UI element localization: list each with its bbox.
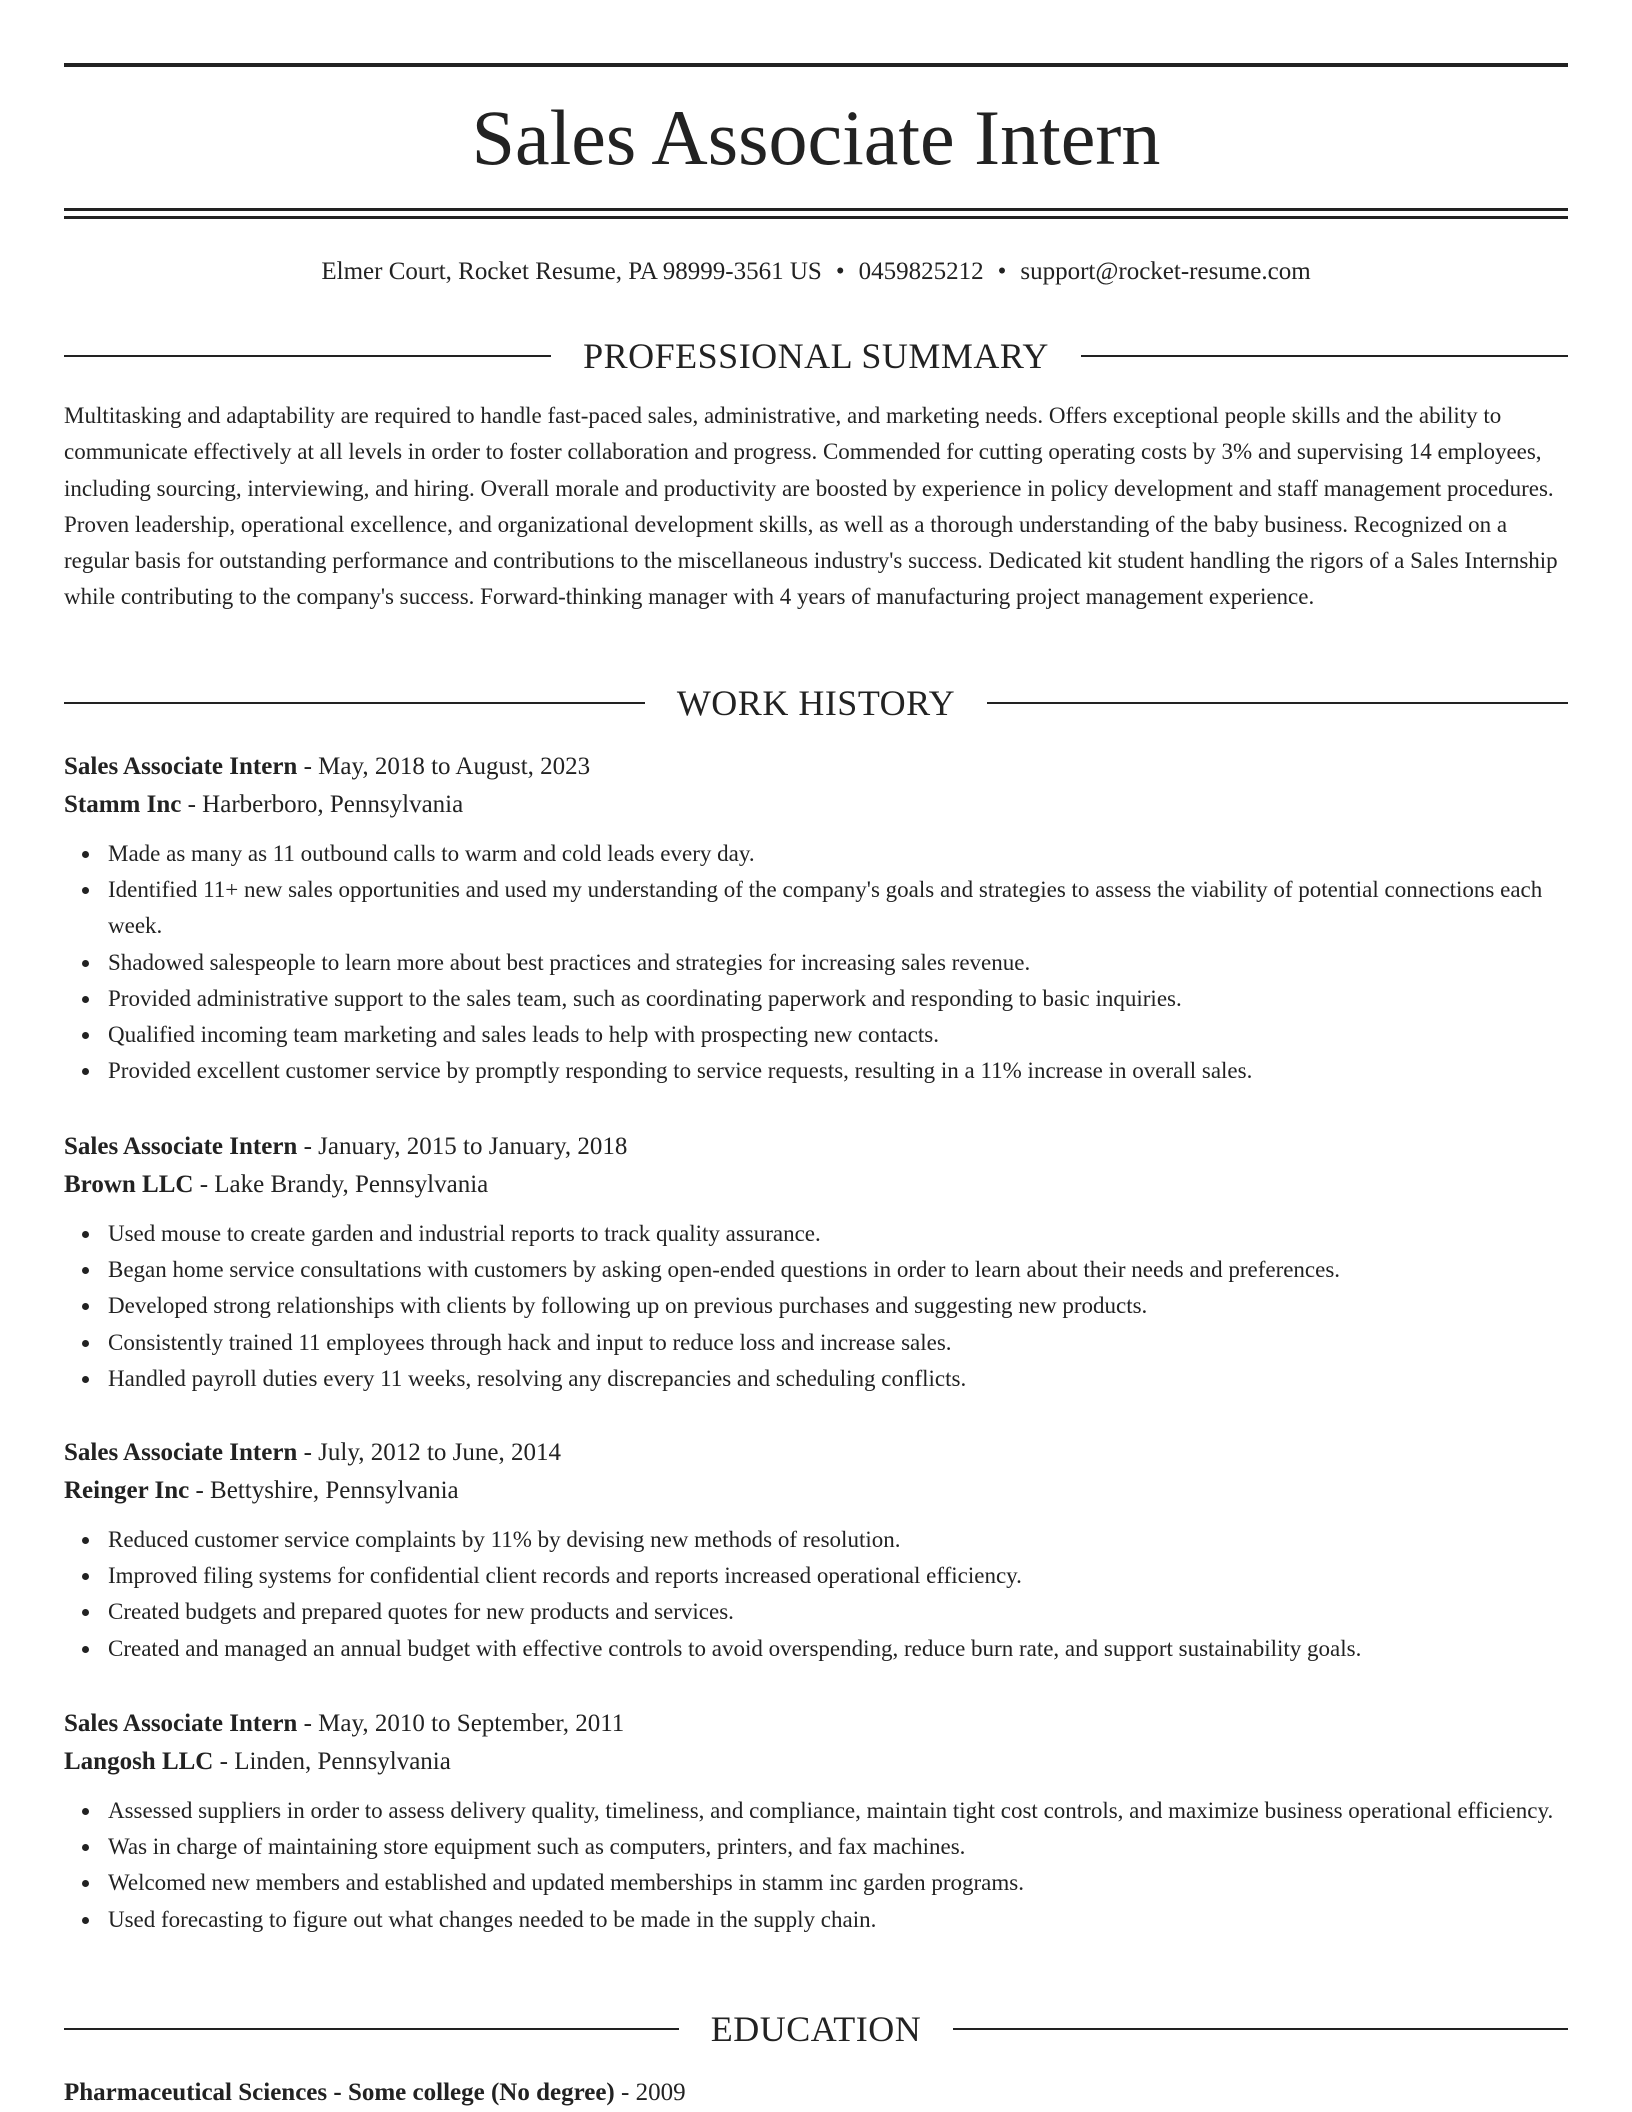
education-heading bbox=[64, 2007, 1568, 2051]
list-item: Used mouse to create garden and industrial reports to track quality assurance. bbox=[108, 1216, 1568, 1252]
job-company-line bbox=[64, 786, 1568, 824]
list-item: Reduced customer service complaints by 11% by devising new methods of resolution. bbox=[108, 1522, 1568, 1558]
job-dates: - May, 2010 to September, 2011 bbox=[303, 1710, 625, 1737]
education-year: - 2009 bbox=[621, 2079, 686, 2106]
list-item: Was in charge of maintaining store equipment such as computers, printers, and fax machines. bbox=[108, 1829, 1568, 1865]
summary-heading bbox=[64, 334, 1568, 378]
job-title-line bbox=[64, 1128, 1568, 1166]
heading-rule-left bbox=[64, 2028, 679, 2030]
list-item: Created budgets and prepared quotes for new products and services. bbox=[108, 1594, 1568, 1630]
job-dates: - January, 2015 to January, 2018 bbox=[303, 1133, 628, 1160]
job-bullets bbox=[64, 1216, 1568, 1397]
resume-title: Sales Associate Intern bbox=[471, 94, 1161, 181]
heading-rule-right bbox=[953, 2028, 1568, 2030]
job-location: - Harberboro, Pennsylvania bbox=[187, 791, 464, 818]
contact-separator: • bbox=[835, 258, 845, 285]
job-bullets bbox=[64, 1793, 1568, 1938]
job-bullets bbox=[64, 1522, 1568, 1667]
job-entry bbox=[64, 1705, 1568, 1938]
list-item: Created and managed an annual budget with effective controls to avoid overspending, reduce burn rate, and support sustainability goals. bbox=[108, 1631, 1568, 1667]
work-history-heading bbox=[64, 681, 1568, 725]
job-title: Sales Associate Intern bbox=[64, 753, 298, 780]
list-item: Developed strong relationships with clients by following up on previous purchases and suggesting new products. bbox=[108, 1288, 1568, 1324]
contact-address: Elmer Court, Rocket Resume, PA 98999-3561 US bbox=[321, 258, 822, 285]
job-location: - Linden, Pennsylvania bbox=[219, 1748, 451, 1775]
job-title-line bbox=[64, 748, 1568, 786]
top-divider bbox=[64, 63, 1568, 67]
list-item: Provided administrative support to the sales team, such as coordinating paperwork and responding to basic inquiries. bbox=[108, 981, 1568, 1017]
job-title: Sales Associate Intern bbox=[64, 1133, 298, 1160]
contact-email[interactable]: support@rocket-resume.com bbox=[1020, 258, 1311, 285]
list-item: Handled payroll duties every 11 weeks, resolving any discrepancies and scheduling conflicts. bbox=[108, 1361, 1568, 1397]
list-item: Provided excellent customer service by promptly responding to service requests, resulting in a 11% increase in overall sales. bbox=[108, 1053, 1568, 1089]
job-company: Langosh LLC bbox=[64, 1748, 214, 1775]
contact-line bbox=[64, 254, 1568, 290]
job-dates: - July, 2012 to June, 2014 bbox=[303, 1439, 561, 1466]
education-degree: Pharmaceutical Sciences - Some college (No degree) bbox=[64, 2079, 615, 2106]
list-item: Identified 11+ new sales opportunities and used my understanding of the company's goals and strategies to assess the viability of potential connections each week. bbox=[108, 872, 1568, 944]
list-item: Used forecasting to figure out what changes needed to be made in the supply chain. bbox=[108, 1902, 1568, 1938]
education-heading-label: EDUCATION bbox=[710, 2009, 922, 2049]
job-title: Sales Associate Intern bbox=[64, 1439, 298, 1466]
job-company: Brown LLC bbox=[64, 1171, 194, 1198]
contact-separator: • bbox=[997, 258, 1007, 285]
job-location: - Lake Brandy, Pennsylvania bbox=[199, 1171, 489, 1198]
heading-rule-left bbox=[64, 702, 645, 704]
contact-phone: 0459825212 bbox=[858, 258, 984, 285]
job-company-line bbox=[64, 1472, 1568, 1510]
heading-rule-left bbox=[64, 355, 551, 357]
list-item: Consistently trained 11 employees through hack and input to reduce loss and increase sales. bbox=[108, 1325, 1568, 1361]
job-company-line bbox=[64, 1743, 1568, 1781]
heading-rule-right bbox=[987, 702, 1568, 704]
list-item: Shadowed salespeople to learn more about best practices and strategies for increasing sales revenue. bbox=[108, 945, 1568, 981]
title-double-divider bbox=[64, 208, 1568, 219]
list-item: Qualified incoming team marketing and sales leads to help with prospecting new contacts. bbox=[108, 1017, 1568, 1053]
list-item: Made as many as 11 outbound calls to warm and cold leads every day. bbox=[108, 836, 1568, 872]
list-item: Assessed suppliers in order to assess delivery quality, timeliness, and compliance, maintain tight cost controls, and maximize business operational efficiency. bbox=[108, 1793, 1568, 1829]
job-entry bbox=[64, 1434, 1568, 1667]
job-dates: - May, 2018 to August, 2023 bbox=[303, 753, 591, 780]
job-company: Stamm Inc bbox=[64, 791, 182, 818]
job-company-line bbox=[64, 1166, 1568, 1204]
list-item: Welcomed new members and established and updated memberships in stamm inc garden programs. bbox=[108, 1865, 1568, 1901]
work-history-heading-label: WORK HISTORY bbox=[676, 683, 956, 723]
job-entry bbox=[64, 748, 1568, 1089]
education-entry bbox=[64, 2074, 1568, 2112]
list-item: Improved filing systems for confidential client records and reports increased operational efficiency. bbox=[108, 1558, 1568, 1594]
heading-rule-right bbox=[1081, 355, 1568, 357]
job-bullets bbox=[64, 836, 1568, 1089]
job-entry bbox=[64, 1128, 1568, 1397]
summary-text: Multitasking and adaptability are required to handle fast-paced sales, administrative, and marketing needs. Offers exceptional people skills and the ability to communicate effectively at all levels in order to foster collaboration and progress. Commended for cutting operating costs by 3% and supervising 14 employees, including sourcing, interviewing, and hiring. Overall morale and productivity are boosted by experience in policy development and staff management procedures. Proven leadership, operational excellence, and organizational development skills, as well as a thorough understanding of the baby business. Recognized on a regular basis for outstanding performance and contributions to the miscellaneous industry's success. Dedicated kit student handling the rigors of a Sales Internship while contributing to the company's success. Forward-thinking manager with 4 years of manufacturing project management experience. bbox=[64, 403, 1558, 610]
job-title-line bbox=[64, 1434, 1568, 1472]
job-title: Sales Associate Intern bbox=[64, 1710, 298, 1737]
job-location: - Bettyshire, Pennsylvania bbox=[195, 1477, 459, 1504]
job-company: Reinger Inc bbox=[64, 1477, 190, 1504]
job-title-line bbox=[64, 1705, 1568, 1743]
list-item: Began home service consultations with customers by asking open-ended questions in order to learn about their needs and preferences. bbox=[108, 1252, 1568, 1288]
summary-heading-label: PROFESSIONAL SUMMARY bbox=[583, 336, 1049, 376]
